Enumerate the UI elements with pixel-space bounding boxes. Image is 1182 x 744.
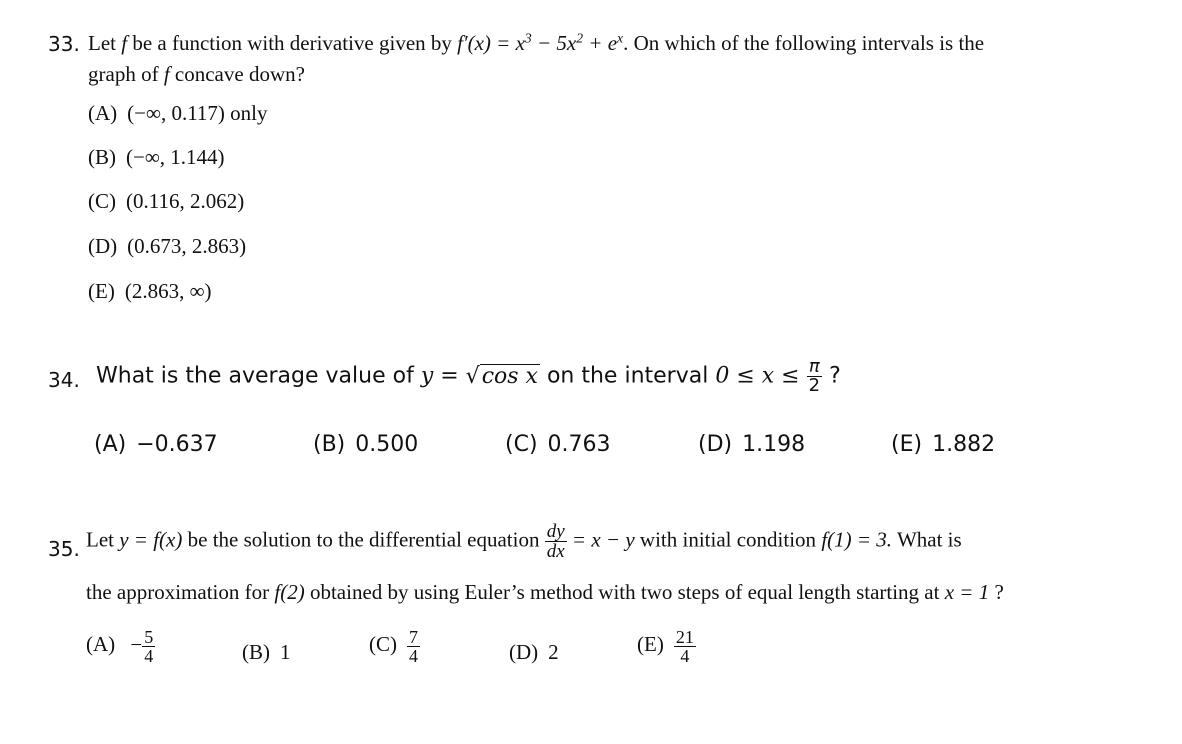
stem-text: with initial condition [639, 527, 817, 552]
question-stem [96, 358, 841, 395]
choice-label: (D) [88, 234, 118, 258]
stem-text: obtained by using Euler’s method with two steps of equal length starting at [309, 580, 940, 604]
initial-condition: f(1) = 3. [821, 527, 893, 552]
stem-text: be the solution to the differential equation [187, 527, 540, 552]
stem-text: graph of [88, 62, 159, 86]
stem-text: concave down? [174, 62, 305, 86]
choice-label: (E) [891, 432, 923, 457]
choice-text: 1 [280, 640, 291, 664]
choice-a[interactable] [88, 101, 268, 126]
stem-text: What is the average value of [96, 363, 414, 389]
question-stem-line-2 [86, 580, 1004, 605]
choice-c[interactable] [505, 432, 611, 457]
pi-over-two-fraction: $\frac{\pi}{2}$ [808, 356, 821, 396]
choice-b[interactable] [88, 145, 225, 170]
choice-label: (B) [242, 640, 270, 664]
stem-text: be a function with derivative given by [132, 31, 452, 55]
stem-text: What is [896, 527, 962, 552]
choice-label: (B) [313, 432, 346, 457]
derivative-expression: $f'(x) = x^3 - 5x^2 + e^x$ [457, 30, 624, 55]
math-x-equals-1: x = 1 [944, 580, 990, 604]
minus-sign: − [130, 632, 143, 657]
choice-text: 2 [548, 640, 559, 664]
stem-text: the approximation for [86, 580, 270, 604]
math-y-equals-fx: y = f(x) [119, 527, 183, 552]
choice-b[interactable] [242, 640, 291, 665]
choice-text: −0.637 [136, 432, 218, 457]
choice-e[interactable] [891, 432, 995, 457]
stem-text: . On which of the following intervals is the [623, 31, 985, 55]
inequality: 0 ≤ x ≤ [715, 363, 800, 389]
stem-text: Let [88, 31, 116, 55]
question-mark: ? [994, 580, 1004, 604]
question-stem-line-1 [88, 31, 984, 56]
math-f: f [121, 31, 128, 55]
choice-label: (B) [88, 145, 116, 169]
question-number: 35. [48, 537, 80, 561]
choice-e[interactable] [637, 628, 696, 665]
choice-label: (E) [637, 632, 664, 657]
choice-text: 0.763 [547, 432, 611, 457]
question-stem-line-1 [86, 522, 962, 561]
choice-d[interactable] [509, 640, 559, 665]
question-number: 34. [48, 368, 80, 392]
choice-fraction: $\frac{7}{4}$ [409, 627, 418, 666]
math-y-equals: y = [420, 363, 459, 389]
dy-dx-fraction: $\frac{dy}{dx}$ [546, 521, 565, 562]
choice-label: (C) [505, 432, 538, 457]
math-f2: f(2) [274, 580, 305, 604]
choice-d[interactable] [88, 234, 246, 259]
stem-text: on the interval [546, 363, 709, 389]
math-rhs: = x − y [571, 527, 635, 552]
stem-text: Let [86, 527, 114, 552]
question-stem-line-2 [88, 62, 305, 87]
choice-label: (C) [88, 189, 116, 213]
choice-label: (D) [509, 640, 539, 664]
choice-label: (E) [88, 279, 115, 303]
choice-label: (A) [94, 432, 127, 457]
choice-c[interactable] [369, 628, 420, 665]
choice-label: (A) [88, 101, 118, 125]
choice-text: (0.116, 2.062) [126, 189, 245, 213]
choice-text: (0.673, 2.863) [127, 234, 247, 258]
choice-fraction: $\frac{5}{4}$ [144, 627, 154, 666]
choice-d[interactable] [698, 432, 805, 457]
math-f: f [163, 62, 170, 86]
choice-text: 1.198 [742, 432, 806, 457]
choice-text: 0.500 [355, 432, 419, 457]
choice-b[interactable] [313, 432, 418, 457]
choice-text: 1.882 [932, 432, 996, 457]
choice-text: (2.863, ∞) [124, 279, 212, 303]
choice-text: (−∞, 1.144) [126, 145, 225, 169]
choice-text: (−∞, 0.117) only [127, 101, 268, 125]
question-number: 33. [48, 32, 80, 56]
choice-fraction: $\frac{21}{4}$ [675, 627, 694, 666]
question-mark: ? [829, 363, 841, 389]
choice-c[interactable] [88, 189, 244, 214]
choice-label: (A) [86, 632, 116, 657]
sqrt-expression: √cos x [465, 363, 538, 389]
choice-e[interactable] [88, 279, 212, 304]
choice-label: (D) [698, 432, 733, 457]
choice-a[interactable] [86, 628, 155, 665]
choice-a[interactable] [94, 432, 218, 457]
choice-label: (C) [369, 632, 397, 657]
